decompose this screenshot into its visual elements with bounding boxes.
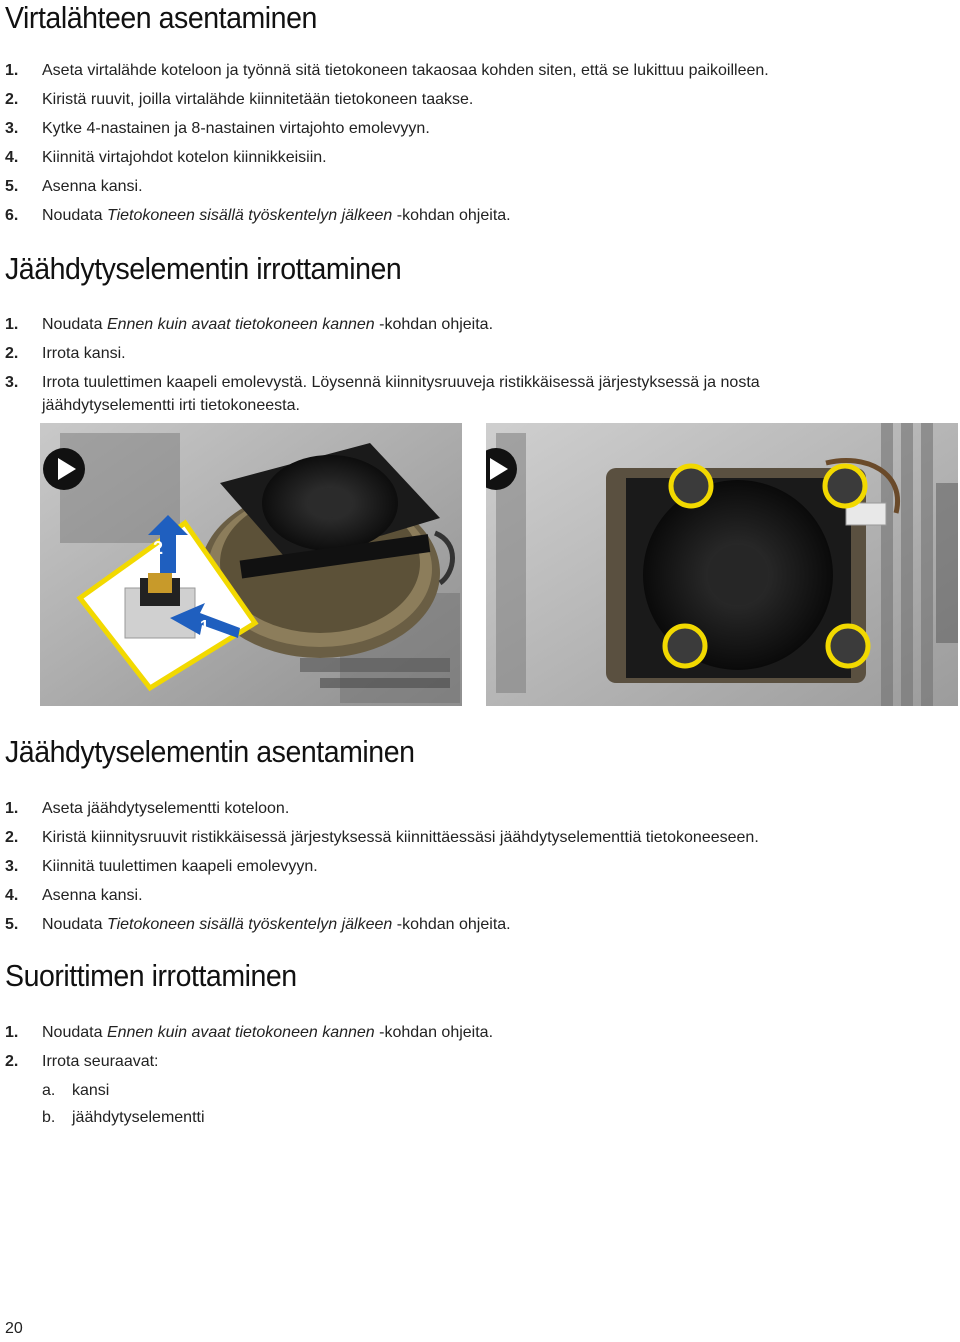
step-number: 6. bbox=[5, 207, 19, 224]
step-text-pre: Noudata bbox=[42, 207, 107, 224]
section-title-heatsink-install: Jäähdytyselementin asentaminen bbox=[5, 734, 415, 769]
play-arrow-icon bbox=[486, 447, 518, 491]
cross-reference: Tietokoneen sisällä työskentelyn jälkeen bbox=[106, 207, 393, 224]
figure-panel-screws bbox=[486, 423, 958, 706]
callout-number-1: 1 bbox=[200, 618, 209, 635]
step-number: 2. bbox=[5, 829, 19, 846]
step-text-line-2: jäähdytyselementti irti tietokoneesta. bbox=[42, 397, 300, 414]
step-text: Asenna kansi. bbox=[42, 178, 143, 195]
step-number: 4. bbox=[5, 149, 19, 166]
step-text-pre: Noudata bbox=[42, 916, 107, 933]
step-text-post: -kohdan ohjeita. bbox=[392, 916, 511, 933]
heatsink-removal-figure bbox=[40, 423, 958, 706]
step-number: 5. bbox=[5, 916, 19, 933]
step-text-post: -kohdan ohjeita. bbox=[374, 316, 494, 333]
step-number: 1. bbox=[5, 1024, 19, 1041]
step-number: 1. bbox=[5, 800, 19, 817]
figure-panel-cable-disconnect bbox=[40, 423, 462, 706]
step-text: Asenna kansi. bbox=[42, 887, 143, 904]
section-title-power-supply-install: Virtalähteen asentaminen bbox=[5, 0, 317, 35]
substep-text: jäähdytyselementti bbox=[72, 1109, 205, 1126]
step-text-line-1: Irrota tuulettimen kaapeli emolevystä. Löysennä kiinnitysruuveja ristikkäisessä järjestyksessä ja nosta bbox=[42, 374, 760, 391]
step-text bbox=[42, 915, 862, 935]
step-text: Irrota seuraavat: bbox=[42, 1053, 159, 1070]
step-number: 2. bbox=[5, 1053, 19, 1070]
section-title-heatsink-remove: Jäähdytyselementin irrottaminen bbox=[5, 251, 402, 286]
step-text: Aseta virtalähde koteloon ja työnnä sitä tietokoneen takaosaa kohden siten, että se lukittuu paikoilleen. bbox=[42, 62, 769, 79]
substep-text: kansi bbox=[72, 1082, 110, 1099]
step-text: Aseta jäähdytyselementti koteloon. bbox=[42, 800, 290, 817]
step-number: 4. bbox=[5, 887, 19, 904]
step-text-post: -kohdan ohjeita. bbox=[392, 207, 511, 224]
step-text: Kiinnitä tuulettimen kaapeli emolevyyn. bbox=[42, 858, 318, 875]
cross-reference: Ennen kuin avaat tietokoneen kannen bbox=[106, 1024, 375, 1041]
step-text-post: -kohdan ohjeita. bbox=[374, 1024, 494, 1041]
step-number: 2. bbox=[5, 345, 19, 362]
step-text bbox=[42, 315, 862, 335]
step-number: 3. bbox=[5, 374, 19, 391]
play-arrow-icon bbox=[42, 447, 86, 491]
cross-reference: Tietokoneen sisällä työskentelyn jälkeen bbox=[106, 916, 393, 933]
step-text: Kiristä ruuvit, joilla virtalähde kiinnitetään tietokoneen taakse. bbox=[42, 91, 474, 108]
step-text: Kytke 4-nastainen ja 8-nastainen virtajohto emolevyyn. bbox=[42, 120, 430, 137]
step-number: 1. bbox=[5, 316, 19, 333]
section-title-processor-remove: Suorittimen irrottaminen bbox=[5, 958, 297, 993]
step-text bbox=[42, 206, 862, 226]
substep-letter: a. bbox=[42, 1082, 56, 1099]
cross-reference: Ennen kuin avaat tietokoneen kannen bbox=[106, 316, 375, 333]
page-number: 20 bbox=[5, 1320, 23, 1337]
step-text: Irrota kansi. bbox=[42, 345, 126, 362]
step-number: 3. bbox=[5, 858, 19, 875]
substep-letter: b. bbox=[42, 1109, 56, 1126]
step-text: Kiinnitä virtajohdot kotelon kiinnikkeisiin. bbox=[42, 149, 327, 166]
step-text: Kiristä kiinnitysruuvit ristikkäisessä järjestyksessä kiinnittäessäsi jäähdytyselementtiä tietokoneeseen. bbox=[42, 829, 759, 846]
callout-number-2: 2 bbox=[153, 538, 164, 558]
step-text bbox=[42, 1023, 862, 1043]
step-text-pre: Noudata bbox=[42, 316, 107, 333]
step-number: 3. bbox=[5, 120, 19, 137]
step-number: 2. bbox=[5, 91, 19, 108]
step-number: 5. bbox=[5, 178, 19, 195]
step-number: 1. bbox=[5, 62, 19, 79]
step-text-pre: Noudata bbox=[42, 1024, 107, 1041]
